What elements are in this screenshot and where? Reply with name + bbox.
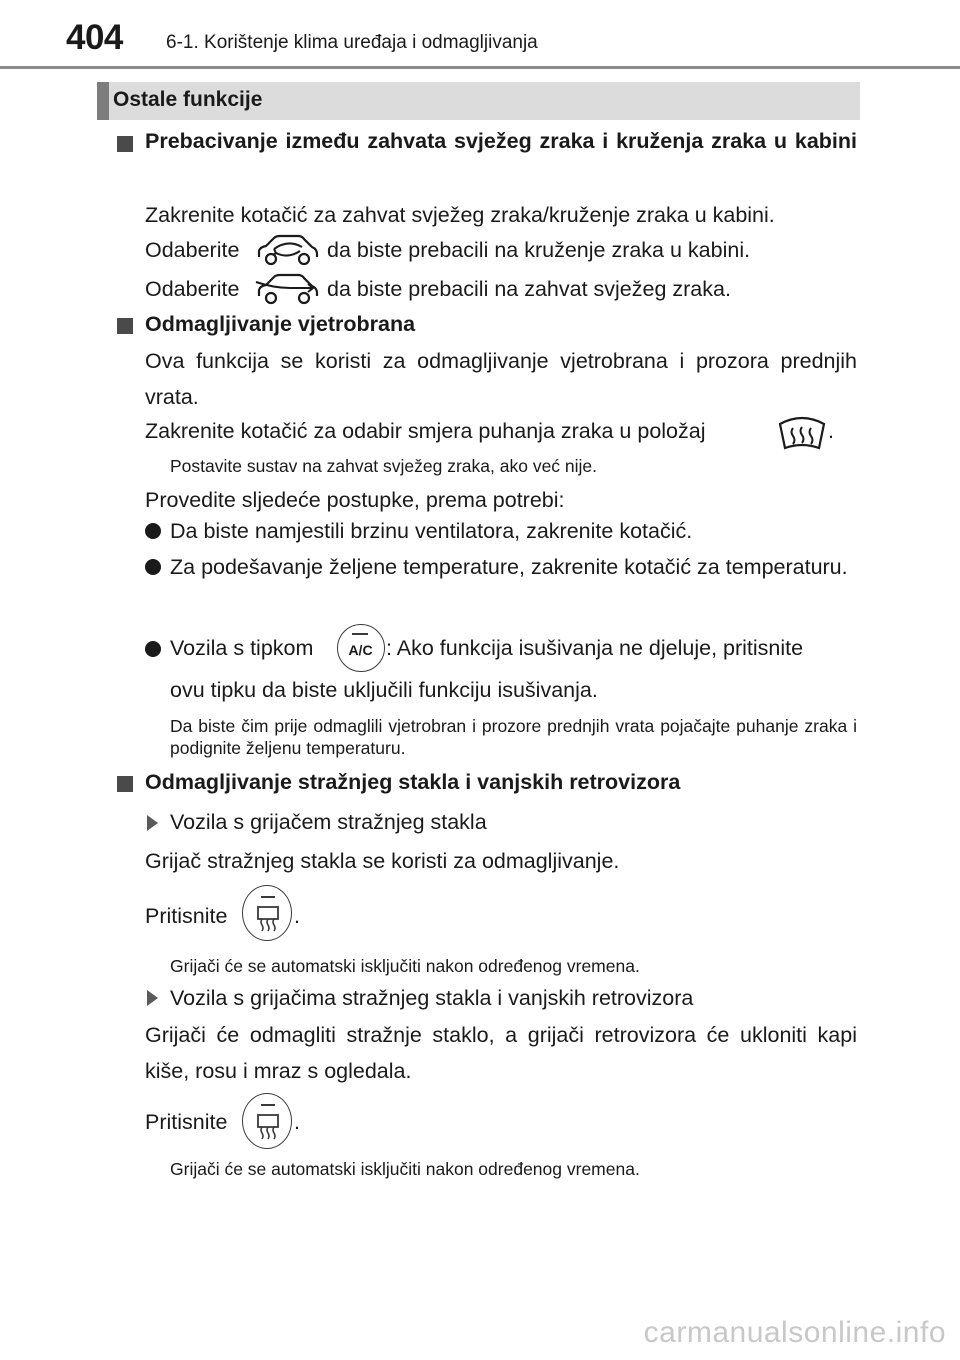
- paragraph: Ova funkcija se koristi za odmagljivanje vjetrobrana i prozora prednjih vrata.: [145, 349, 857, 409]
- subheading: Vozila s grijačima stražnjeg stakla i vanjskih retrovizora: [170, 986, 694, 1010]
- paragraph: Grijači će odmagliti stražnje staklo, a grijači retrovizora će ukloniti kapi kiše, rosu i mraz s ogledala.: [145, 1023, 857, 1083]
- page-header: [0, 0, 960, 70]
- windshield-defrost-icon: [777, 410, 827, 452]
- select-word: Odaberite: [145, 277, 240, 301]
- paragraph: Provedite sljedeće postupke, prema potrebi:: [145, 488, 565, 512]
- ac-button-icon: [337, 624, 385, 672]
- bullet-text: Da biste namjestili brzinu ventilatora, zakrenite kotačić.: [170, 519, 693, 543]
- note: Da biste čim prije odmaglili vjetrobran i prozore prednjih vrata pojačajte puhanje zraka i podignite željenu temperaturu.: [170, 716, 857, 758]
- press-word: Pritisnite: [145, 904, 228, 928]
- subheading-triangle-icon: [147, 815, 158, 831]
- heading-square-icon: [117, 776, 133, 792]
- subsection-heading: Odmagljivanje stražnjeg stakla i vanjskih retrovizora: [145, 770, 681, 794]
- rear-defogger-button-icon: [242, 1093, 292, 1149]
- header-rule: [0, 66, 960, 69]
- bullet-dot: [145, 559, 161, 575]
- note: Postavite sustav na zahvat svježeg zraka, ako već nije.: [170, 456, 598, 476]
- heading-square-icon: [117, 318, 133, 334]
- subsection-heading: Prebacivanje između zahvata svježeg zraka i kruženja zraka u kabini: [145, 129, 857, 153]
- note: Grijači će se automatski isključiti nakon određenog vremena.: [170, 1159, 640, 1179]
- chapter-title: 6-1. Korištenje klima uređaja i odmagljivanja: [166, 32, 538, 53]
- paragraph: Zakrenite kotačić za odabir smjera puhanja zraka u položaj: [145, 419, 706, 443]
- rear-defogger-icon: [243, 886, 293, 942]
- ac-label: A/C: [348, 642, 373, 658]
- bullet-text: Vozila s tipkom: [170, 636, 314, 660]
- watermark: carmanualsonline.info: [643, 1316, 946, 1349]
- subheading: Vozila s grijačem stražnjeg stakla: [170, 810, 487, 834]
- page-number: 404: [66, 18, 123, 57]
- bullet-dot: [145, 523, 161, 539]
- select-word: Odaberite: [145, 238, 240, 262]
- bullet-dot: [145, 641, 161, 657]
- paragraph: Grijač stražnjeg stakla se koristi za odmagljivanje.: [145, 849, 620, 873]
- fresh-text: da biste prebacili na zahvat svježeg zraka.: [327, 277, 731, 301]
- indicator-bar: [352, 633, 368, 635]
- recirc-text: da biste prebacili na kruženje zraka u kabini.: [327, 238, 751, 262]
- rear-defogger-button-icon: [242, 885, 292, 941]
- subsection-heading: Odmagljivanje vjetrobrana: [145, 312, 416, 336]
- heading-square-icon: [117, 136, 133, 152]
- bullet-text: Za podešavanje željene temperature, zakrenite kotačić za temperaturu.: [170, 555, 848, 579]
- bullet-text: ovu tipku da biste uključili funkciju isušivanja.: [170, 678, 598, 702]
- recirculation-icon: [254, 233, 320, 267]
- fresh-air-icon: [254, 272, 320, 306]
- bullet-text: : Ako funkcija isušivanja ne djeluje, pritisnite: [386, 636, 804, 660]
- rear-mirror-defogger-icon: [243, 1094, 293, 1150]
- period: .: [294, 1110, 300, 1134]
- section-title: Ostale funkcije: [113, 88, 263, 111]
- press-word: Pritisnite: [145, 1110, 228, 1134]
- paragraph: Zakrenite kotačić za zahvat svježeg zraka/kruženje zraka u kabini.: [145, 203, 775, 227]
- section-title-bar: [97, 82, 860, 120]
- period: .: [294, 904, 300, 928]
- note: Grijači će se automatski isključiti nakon određenog vremena.: [170, 956, 640, 976]
- period: .: [828, 419, 834, 443]
- subheading-triangle-icon: [147, 990, 158, 1006]
